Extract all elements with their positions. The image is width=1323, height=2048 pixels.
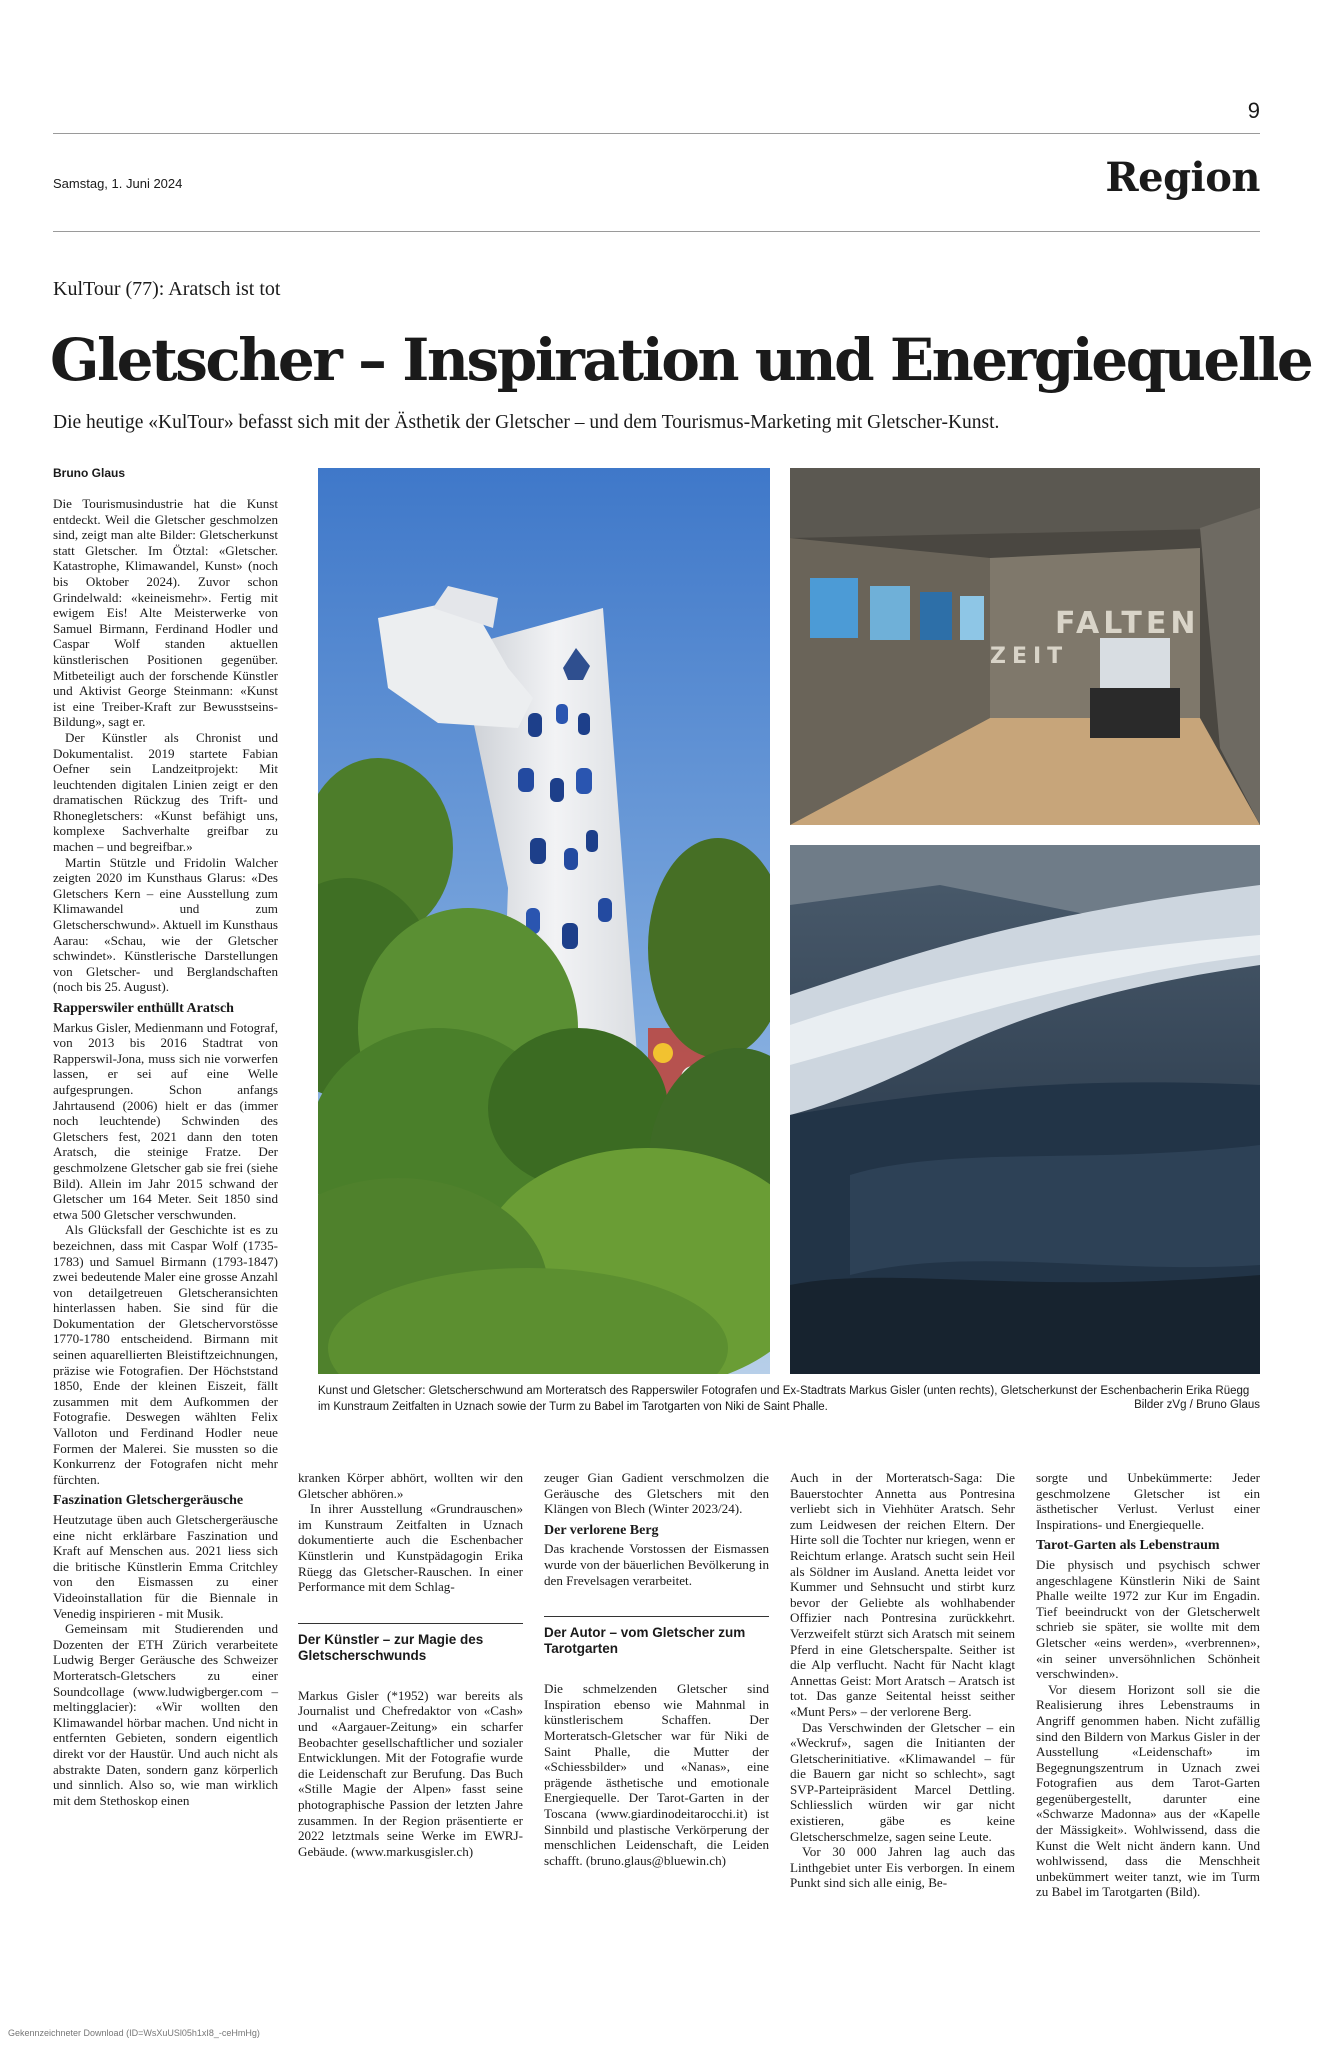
- paragraph: sorgte und Unbekümmerte: Jeder geschmolzene Gletscher ist ein ästhetischer Verlust. Verlust einer Inspirations- und Energiequelle.: [1036, 1470, 1260, 1532]
- paragraph: Das krachende Vorstossen der Eismassen wurde von der bäuerlichen Bevölkerung in den Frevelsagen verarbeitet.: [544, 1541, 769, 1588]
- paragraph: Die Tourismusindustrie hat die Kunst entdeckt. Weil die Gletscher geschmolzen sind, zeigt man alte Bilder: Gletscherkunst statt Gletscher. Im Ötztal: «Gletscher. Katastrophe, Klimawandel, Kunst» (noch bis Oktober 2024). Zuvor schon Grindelwald: «keineismehr». Fertig mit ewigem Eis! Alte Meisterwerke von Samuel Birmann, Ferdinand Hodler und Caspar Wolf standen aktuellen künstlerischen Positionen gegenüber. Mitbeteiligt auch der forschende Künstler und Aktivist George Steinmann: «Kunst ist eine Treiber-Kraft zur Bewusstseins-Bildung», sagt er.: [53, 496, 278, 730]
- glacier-illustration: [790, 845, 1260, 1374]
- paragraph: Die physisch und psychisch schwer angeschlagene Künstlerin Niki de Saint Phalle weilte 1972 zur Kur im Engadin. Tief beeindruckt von der Gletscherwelt schrieb sie später, sie wollte mit dem Gletscher «eins werden», «verbrennen», «in seiner unversöhnlichen Schönheit verschwinden».: [1036, 1556, 1260, 1682]
- paragraph: Vor 30 000 Jahren lag auch das Linthgebiet unter Eis verborgen. In einem Punkt sind sich alle einig, Be-: [790, 1844, 1015, 1891]
- article-kicker: KulTour (77): Aratsch ist tot: [53, 278, 281, 300]
- photo-credit: Bilder zVg / Bruno Glaus: [1134, 1399, 1260, 1411]
- column-3: [544, 1470, 769, 1868]
- paragraph: Auch in der Morteratsch-Saga: Die Bauerstochter Annetta aus Pontresina verliebt sich in Viehhüter Aratsch. Sehr zum Leidwesen der reichen Eltern. Der Hirte soll die Tochter nur kriegen, wenn er Reichtum erlange. Aratsch sucht sein Heil als Söldner im Ausland. Anetta leidet vor Kummer und Sehnsucht und stirbt kurz bevor der Geliebte als wohlhabender Offizier nach Pontresina zurückkehrt. Verzweifelt stürzt sich Aratsch mit seinem Pferd in eine Gletscherspalte. Seither ist die Alp verflucht. Nacht für Nacht klagt Annettas Geist: Mort Aratsch – Aratsch ist tot. Das ganze Seitental heisst seither «Munt Pers» – der verlorene Berg.: [790, 1470, 1015, 1719]
- subheading: Faszination Gletschergeräusche: [53, 1493, 244, 1509]
- paragraph: In ihrer Ausstellung «Grundrauschen» im Kunstraum Zeitfalten in Uznach dokumentierte auch die Eschenbacher Künstlerin und Kunstpädagogin Erika Rüegg das Gletscher-Rauschen. In einer Performance mit dem Schlag-: [298, 1501, 523, 1595]
- exhibition-room-illustration: [790, 468, 1260, 825]
- download-watermark: Gekennzeichneter Download (ID=WsXuUSl05h1xI8_-ceHmHg): [8, 2028, 260, 2038]
- section-title: Region: [1105, 154, 1260, 201]
- paragraph: Markus Gisler (*1952) war bereits als Journalist und Chefredaktor von «Cash» und «Aargauer-Zeitung» ein scharfer Beobachter gesellschaftlicher und sozialer Entwicklungen. Mit der Fotografie wurde die Leidenschaft zur Berufung. Das Buch «Stille Magie der Alpen» fasst seine photographische Passion der letzten Jahre zusammen. In der Region präsentierte er 2022 letztmals seine Werke im EWRJ-Gebäude. (www.markusgisler.ch): [298, 1687, 523, 1859]
- article-headline: Gletscher – Inspiration und Energiequelle: [50, 326, 1312, 394]
- exhibit-label-zeit: ZEIT: [990, 644, 1069, 669]
- paragraph: kranken Körper abhört, wollten wir den Gletscher abhören.»: [298, 1470, 523, 1501]
- column-2: [298, 1470, 523, 1859]
- paragraph: Die schmelzenden Gletscher sind Inspiration ebenso wie Mahnmal in künstlerischem Schaffen. Der Morteratsch-Gletscher war für Niki de Saint Phalle, die Mutter der «Schiessbilder» und «Nanas», eine prägende ästhetische und emotionale Energiequelle. Der Tarot-Garten in der Toscana (www.giardinodeitarocchi.it) ist Sinnbild und plastische Verkörperung der menschlichen Leidenschaft, die Leiden schafft. (bruno.glaus@bluewin.ch): [544, 1681, 769, 1868]
- column-5: [1036, 1470, 1260, 1900]
- paragraph: Als Glücksfall der Geschichte ist es zu bezeichnen, dass mit Caspar Wolf (1735-1783) und Samuel Birmann (1793-1847) zwei bedeutende Maler eine grosse Anzahl von detailgetreuen Gletscheransichten hinterlassen haben. Sie sind für die Dokumentation der Gletschervorstösse 1770-1780 entscheidend. Birmann mit seinen aquarellierten Bleistiftzeichnungen, präzise wie Fotografien. Der Höchststand 1850, Ende der kleinen Eiszeit, fällt zusammen mit dem Aufkommen der Fotografie. Deswegen wählten Felix Valloton und Ferdinand Hodler neue Formen der Malerei. Sie mussten so die Konkurrenz der Fotografen nicht mehr fürchten.: [53, 1222, 278, 1487]
- photo-tarot-tower: [318, 468, 770, 1374]
- photo-morteratsch-glacier: [790, 845, 1260, 1374]
- top-rule: [53, 133, 1260, 134]
- subheading: Tarot-Garten als Lebenstraum: [1036, 1538, 1220, 1554]
- paragraph: Der Künstler als Chronist und Dokumentalist. 2019 startete Fabian Oefner sein Landzeitprojekt: Mit leuchtenden digitalen Linien zeigt er den dramatischen Rückzug des Trift- und Rhonegletschers: «Kunst befähigt uns, komplexe Sachverhalte greifbar zu machen – und begreifbar.»: [53, 729, 278, 855]
- photo-kunstraum-zeitfalten: [790, 468, 1260, 825]
- paragraph: Gemeinsam mit Studierenden und Dozenten der ETH Zürich verarbeitete Ludwig Berger Geräusche des Schweizer Morteratsch-Gletschers zu einer Soundcollage (www.ludwigberger.com – meltingglacier): «Wir wollten den Klimawandel hörbar machen. Und nicht in entfernten Gebieten, sondern eigentlich direkt vor der Haustür. Und auch nicht als abstrakte Daten, sondern ganz körperlich und sinnlich. Also so, wie man wirklich mit dem Stethoskop einen: [53, 1621, 278, 1808]
- paragraph: Das Verschwinden der Gletscher – ein «Weckruf», sagen die Initianten der Gletscherinitiative. «Klimawandel – für die Bauern gar nicht so schlecht», sagt SVP-Parteipräsident Marcel Dettling. Schliesslich würden wir gar nicht existieren, gäbe es keine Gletscherschmelze, sagen seine Leute.: [790, 1719, 1015, 1844]
- paragraph: Vor diesem Horizont soll sie die Realisierung ihres Lebenstraums in Angriff genommen haben. Nicht zufällig sind den Bildern von Markus Gisler in der Ausstellung «Leidenschaft» im Begegnungszentrum in Uznach zwei Fotografien aus dem Tarot-Garten gegenübergestellt, darunter eine «Schwarze Madonna» aus der «Kapelle der Mässigkeit». Wohlwissend, dass die Kunst die Welt nicht ändern kann. Und wohlwissend, dass die Menschheit unbekümmert weiter tanzt, wie im Turm zu Babel im Tarotgarten (Bild).: [1036, 1681, 1260, 1900]
- author-box-heading: Der Künstler – zur Magie des Gletscherschwunds: [298, 1623, 523, 1664]
- author-box-heading: Der Autor – vom Gletscher zum Tarotgarten: [544, 1616, 769, 1657]
- article-lead: Die heutige «KulTour» befasst sich mit der Ästhetik der Gletscher – und dem Tourismus-Marketing mit Gletscher-Kunst.: [53, 412, 1000, 433]
- paragraph: zeuger Gian Gadient verschmolzen die Geräusche des Gletschers mit den Klängen von Blech (Winter 2023/24).: [544, 1470, 769, 1517]
- photo-caption: Kunst und Gletscher: Gletscherschwund am Morteratsch des Rapperswiler Fotografen und Ex-Stadtrats Markus Gisler (unten rechts), Gletscherkunst der Eschenbacherin Erika Rüegg im Kunstraum Zeitfalten in Uznach sowie der Turm zu Babel im Tarotgarten von Niki de Saint Phalle.: [318, 1385, 1250, 1413]
- page-number: 9: [1247, 98, 1260, 123]
- article-byline: Bruno Glaus: [53, 466, 126, 480]
- paragraph: Martin Stützle und Fridolin Walcher zeigten 2020 im Kunsthaus Glarus: «Des Gletschers Kern – eine Ausstellung zum Klimawandel und zum Gletscherschwund». Aktuell im Kunsthaus Aarau: «Schau, wie der Gletscher schwindet». Künstlerische Darstellungen von Gletscher- und Berglandschaften (noch bis 25. August).: [53, 854, 278, 995]
- exhibit-label-falten: FALTEN: [1055, 606, 1200, 641]
- masthead-rule: [53, 231, 1260, 232]
- tower-illustration: [318, 468, 770, 1374]
- subheading: Rapperswiler enthüllt Aratsch: [53, 1001, 234, 1016]
- issue-date: Samstag, 1. Juni 2024: [53, 176, 183, 191]
- column-4: [790, 1470, 1015, 1891]
- column-1: [53, 496, 278, 1808]
- subheading: Der verlorene Berg: [544, 1522, 659, 1538]
- paragraph: Markus Gisler, Medienmann und Fotograf, von 2013 bis 2016 Stadtrat von Rapperswil-Jona, muss sich nie vorwerfen lassen, er sei auf eine Welle aufgesprungen. Schon anfangs Jahrtausend (2006) hielt er das (immer noch leuchtende) Schwinden des Gletschers fest, 2021 dann den toten Aratsch, die steinige Fratze. Der geschmolzene Gletscher gab sie frei (siehe Bild). Allein im Jahr 2015 schwand der Gletscher um 164 Meter. Seit 1850 sind etwa 500 Gletscher verschwunden.: [53, 1019, 278, 1222]
- paragraph: Heutzutage üben auch Gletschergeräusche eine nicht erklärbare Faszination und Kraft auf Menschen aus. 2021 liess sich die britische Künstlerin Emma Critchley von den Eismassen zu einer Videoinstallation für die Biennale in Venedig inspirieren - mit Musik.: [53, 1512, 278, 1621]
